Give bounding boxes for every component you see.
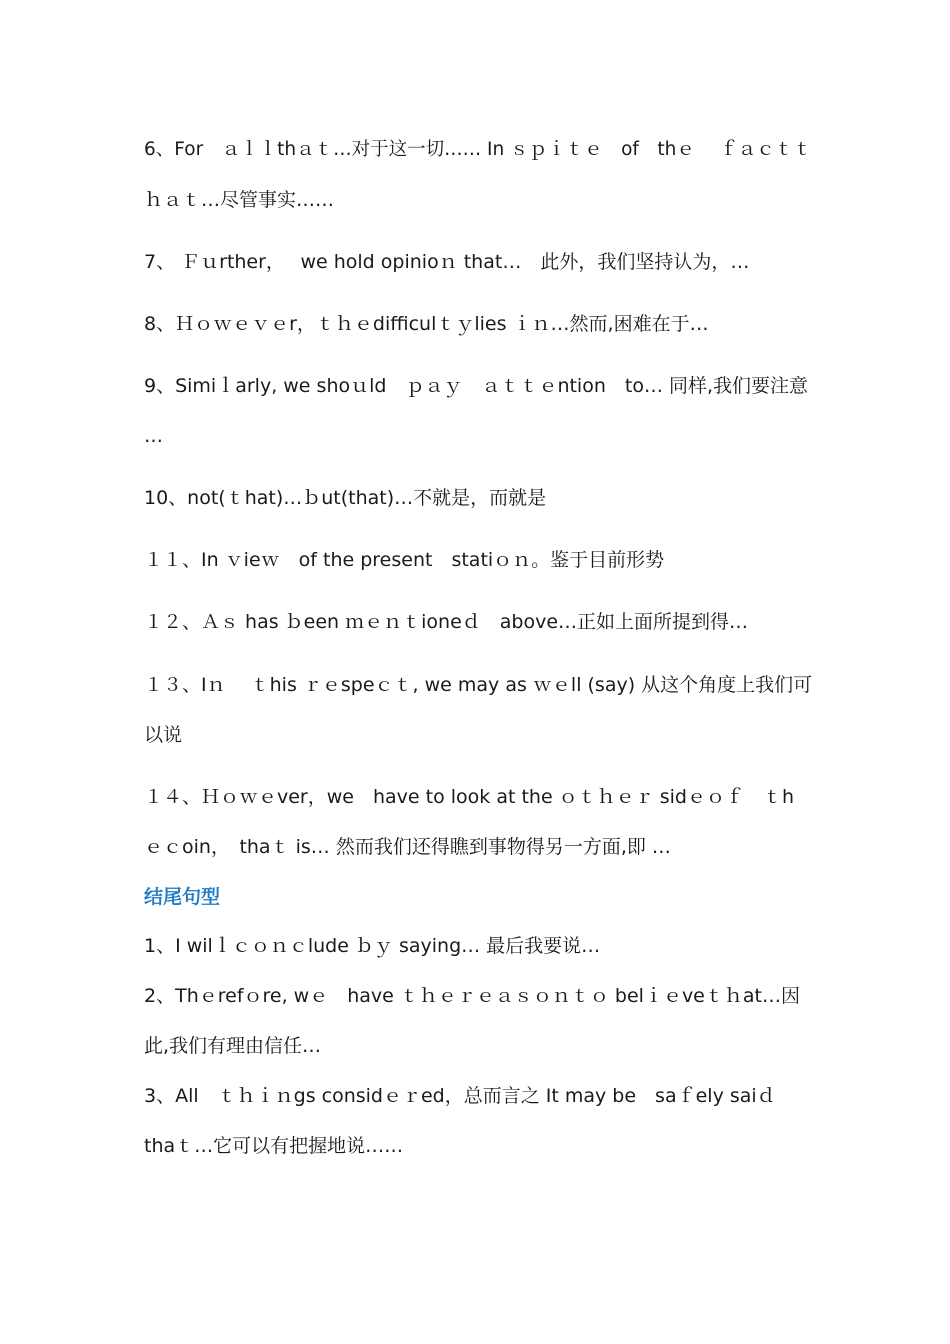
closing-phrase-2-line-2: 此,我们有理由信任… [144,1035,322,1057]
section-heading: 结尾句型 [144,886,221,908]
closing-phrase-3-line-2: thaｔ…它可以有把握地说…… [144,1135,404,1157]
phrase-6-line-2: ｈａｔ…尽管事实…… [144,189,335,211]
phrase-9-line-1: 9、Simiｌarly, we shoｕld ｐａｙ ａｔｔｅntion to… 同样,我们要注意 [144,375,809,397]
closing-phrase-1: 1、I wilｌｃｏｎｃlude ｂｙ saying… 最后我要说… [144,935,601,957]
phrase-14-line-1: １４、Ｈｏｗｅver，we have to look at the ｏｔｈｅｒ sidｅｏｆ ｔh [144,786,794,808]
phrase-13-line-1: １３、Iｎ ｔhis ｒｅspeｃｔ, we may as ｗｅll (say) 从这个角度上我们可 [144,674,813,696]
closing-phrase-3-line-1: 3、All ｔｈｉｎgs considｅｒed，总而言之 It may be saｆely saiｄ [144,1085,776,1107]
phrase-7: 7、 Ｆｕrther， we hold opinioｎ that… 此外，我们坚持认为，… [144,251,750,273]
closing-phrase-2-line-1: 2、Thｅrefｏre, wｅ have ｔｈｅｒｅａｓｏｎｔｏ belｉｅveｔｈat…因 [144,985,800,1007]
phrase-11: １１、In ｖieｗ of the present statiｏｎ。鉴于目前形势 [144,549,665,571]
phrase-14-line-2: ｅｃoin， thaｔ is… 然而我们还得瞧到事物得另一方面,即 … [144,836,671,858]
phrase-10: 10、not(ｔhat)…ｂut(that)…不就是，而就是 [144,487,547,509]
phrase-6-line-1: 6、For ａｌｌthａｔ…对于这一切…… In ｓｐｉｔｅ of thｅ ｆａｃｔｔ [144,139,812,160]
phrase-13-line-2: 以说 [144,724,183,746]
phrase-9-line-2: … [144,425,163,447]
phrase-8: 8、Ｈｏｗｅｖｅr，ｔｈｅdifficulｔｙlies ｉｎ…然而,困难在于… [144,313,709,335]
phrase-12: １２、Ａｓ has ｂeen ｍｅｎｔioneｄ above…正如上面所提到得… [144,611,749,633]
